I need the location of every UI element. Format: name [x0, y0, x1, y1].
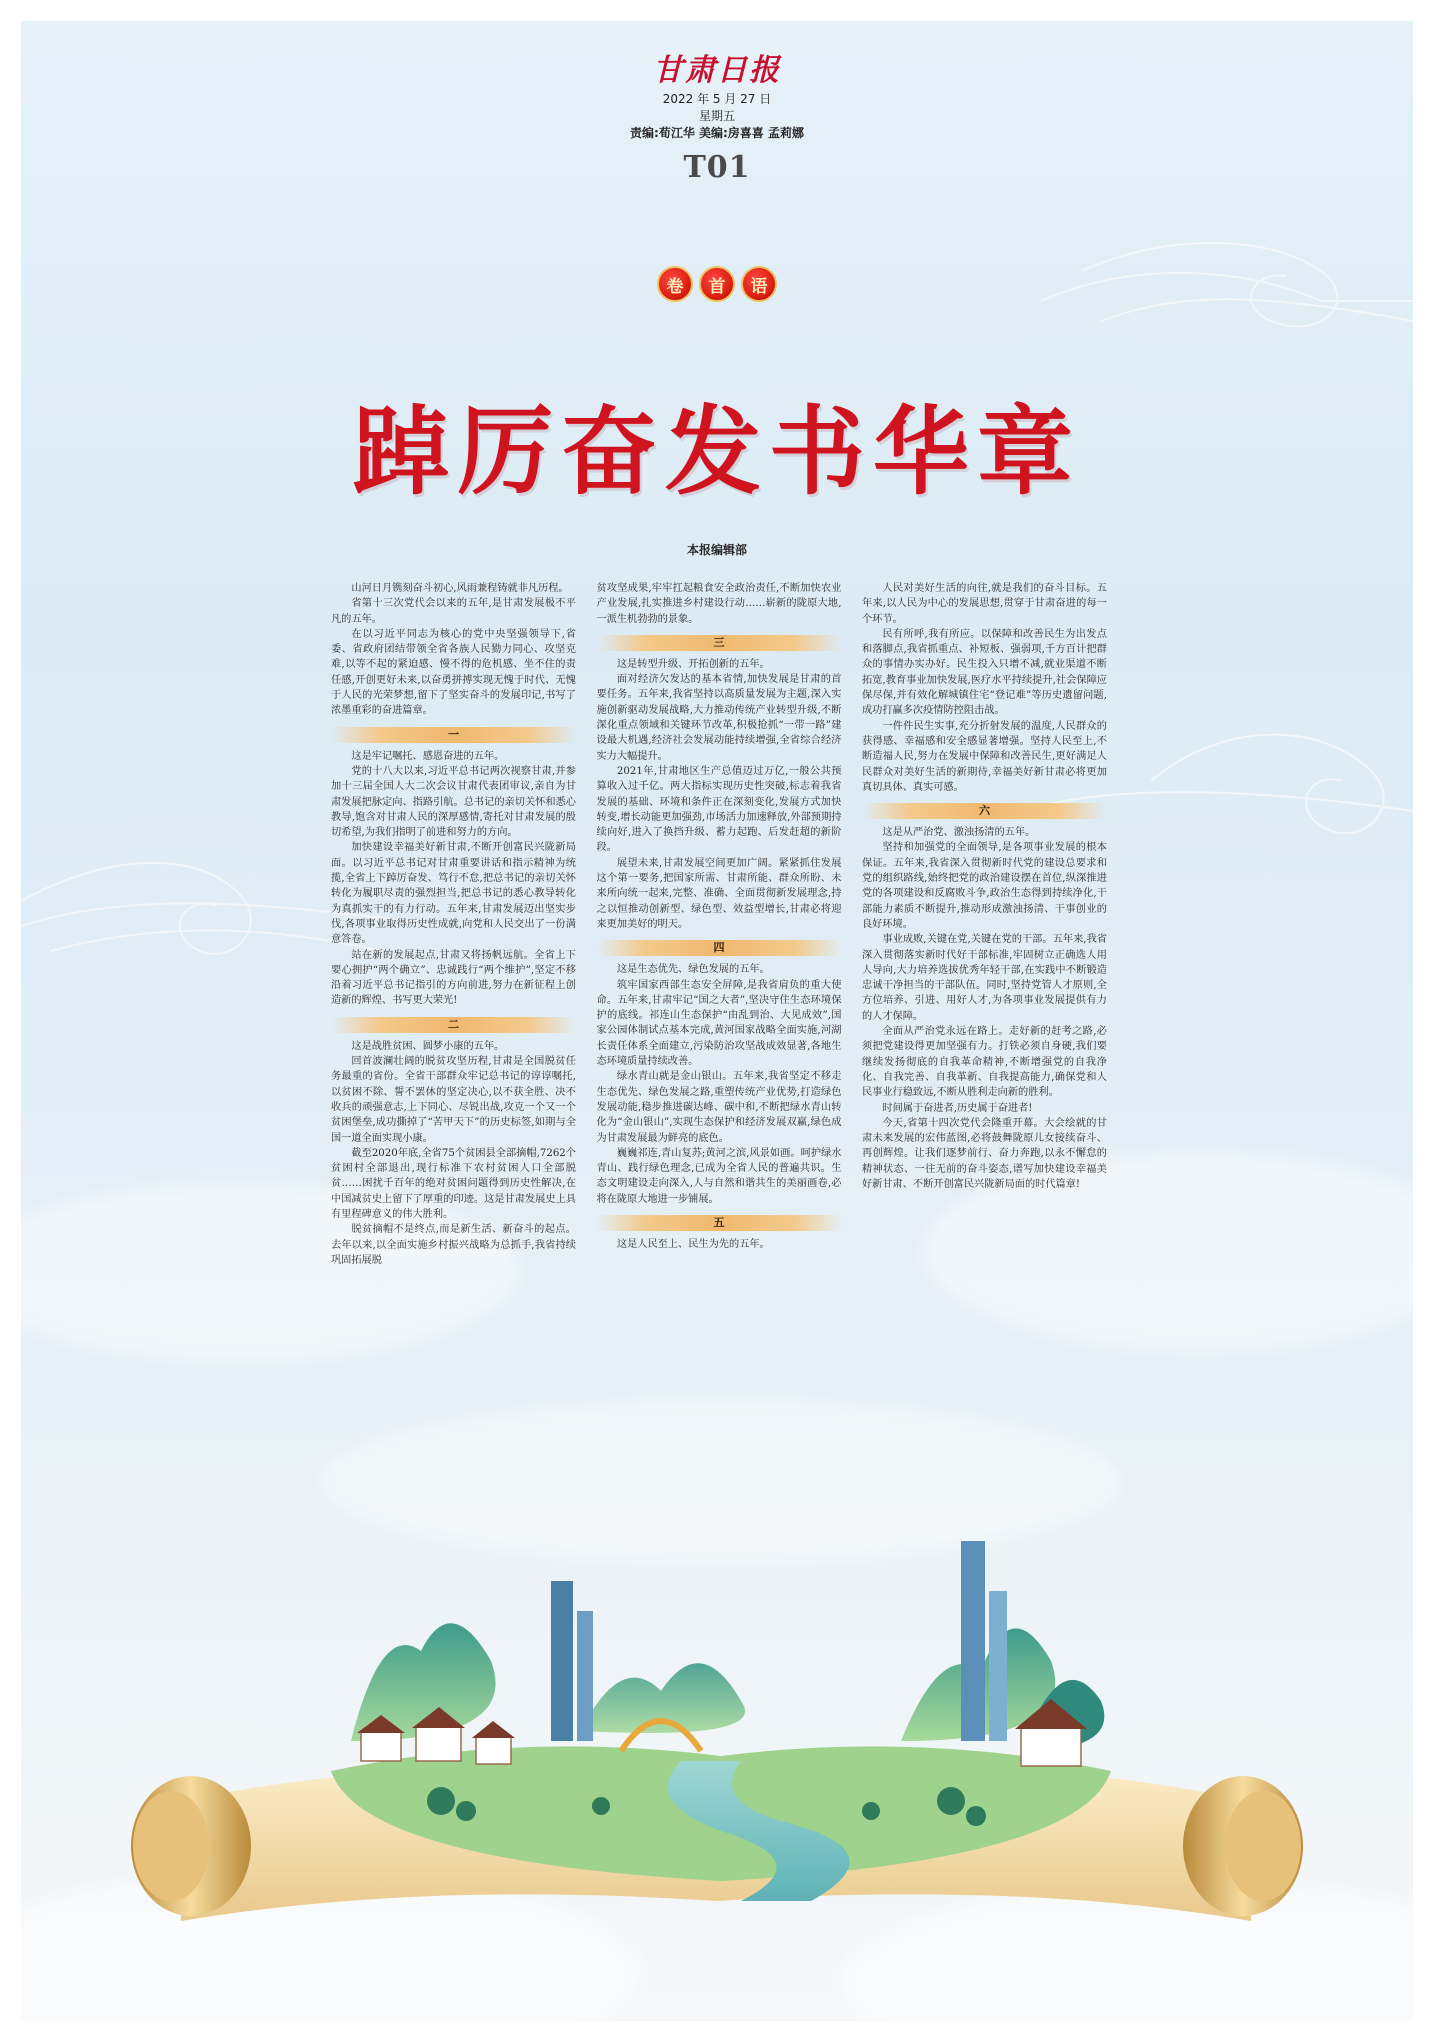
scroll-landscape-illustration: [21, 1501, 1413, 2021]
article-paragraph: 山河日月镌刻奋斗初心,风雨兼程铸就非凡历程。: [351, 583, 569, 594]
article-paragraph: 今天,省第十四次党代会隆重开幕。大会绘就的甘肃未来发展的宏伟蓝图,必将鼓舞陇原儿女接续奋斗、再创辉煌。让我们逐梦前行、奋力奔跑,以永不懈怠的精神状态、一往无前的奋斗姿态,谱写加快建设幸福美好新甘肃、不断开创富民兴陇新局面的时代篇章!: [862, 1117, 1107, 1190]
section-number: 一: [331, 727, 576, 743]
editor-credits-text: 责编:荀江华 美编:房喜喜 孟莉娜: [630, 126, 804, 140]
article-paragraph: 事业成败,关键在党,关键在党的干部。五年来,我省深入贯彻落实新时代好干部标准,牢固树立正确选人用人导向,大力培养选拔优秀年轻干部,在实践中不断锻造忠诚干净担当的干部队伍。同时,坚持党管人才原则,全方位培养、引进、用好人才,为各项事业发展提供有力的人才保障。: [862, 934, 1107, 1022]
article-paragraph: 展望未来,甘肃发展空间更加广阔。紧紧抓住发展这个第一要务,把国家所需、甘肃所能、群众所盼、未来所向统一起来,完整、准确、全面贯彻新发展理念,持之以恒推动创新型、绿色型、效益型增长,甘肃必将迎来更加美好的明天。: [596, 857, 842, 930]
article-paragraph: 脱贫摘帽不是终点,而是新生活、新奋斗的起点。去年以来,以全面实施乡村振兴战略为总抓手,我省持续巩固拓展脱: [331, 1224, 576, 1266]
article-paragraph: 这是人民至上、民生为先的五年。: [616, 1238, 770, 1250]
article-paragraph: 这是转型升级、开拓创新的五年。: [616, 658, 770, 670]
article-paragraph: 全面从严治党永远在路上。走好新的赶考之路,必须把党建设得更加坚强有力。打铁必须自身硬,我们要继续发扬彻底的自我革命精神,不断增强党的自我净化、自我完善、自我革新、自我提高能力,确保党和人民事业行稳致远,不断从胜利走向新的胜利。: [862, 1026, 1107, 1099]
section-number: 六: [862, 803, 1107, 819]
article-paragraph: 这是战胜贫困、圆梦小康的五年。: [351, 1040, 505, 1052]
byline: 本报编辑部: [686, 543, 747, 557]
article-paragraph: 人民对美好生活的向往,就是我们的奋斗目标。五年来,以人民为中心的发展思想,贯穿于甘肃奋进的每一个环节。: [862, 583, 1107, 625]
issue-weekday: 星期五: [698, 109, 735, 123]
newspaper-page: [21, 21, 1413, 2021]
article-paragraph: 坚持和加强党的全面领导,是各项事业发展的根本保证。五年来,我省深入贯彻新时代党的建设总要求和党的组织路线,始终把党的政治建设摆在首位,纵深推进党的各项建设和反腐败斗争,政治生态得到持续净化,干部能力素质不断提升,推动形成激浊扬清、干事创业的良好环境。: [862, 842, 1107, 930]
section-number: 二: [331, 1017, 576, 1033]
article-paragraph: 一件件民生实事,充分折射发展的温度,人民群众的获得感、幸福感和安全感显著增强。坚持人民至上,不断造福人民,努力在发展中保障和改善民生,更好满足人民群众对美好生活的新期待,幸福美好新甘肃必将更加真切具体、真实可感。: [862, 720, 1107, 793]
newspaper-logo: 甘肃日报: [653, 53, 781, 88]
section-number: 四: [597, 940, 842, 956]
article-paragraph: 这是牢记嘱托、感恩奋进的五年。: [351, 750, 505, 762]
section-number: 三: [597, 635, 842, 651]
article-paragraph: 2021年,甘肃地区生产总值迈过万亿,一般公共预算收入过千亿。两大指标实现历史性突破,标志着我省发展的基础、环境和条件正在深刻变化,发展方式加快转变,增长动能更加强劲,市场活力加速释放,外部预期持续向好,进入了换挡升级、蓄力起跑、后发赶超的新阶段。: [596, 765, 842, 854]
article-paragraph: 党的十八大以来,习近平总书记两次视察甘肃,并参加十三届全国人大二次会议甘肃代表团审议,亲自为甘肃发展把脉定向、指路引航。总书记的亲切关怀和悉心教导,饱含对甘肃人民的深厚感情,寄托对甘肃发展的殷切希望,为我们指明了前进和努力的方向。: [331, 765, 576, 839]
article-paragraph: 贫攻坚成果,牢牢扛起粮食安全政治责任,不断加快农业产业发展,扎实推进乡村建设行动……崭新的陇原大地,一派生机勃勃的景象。: [596, 583, 842, 625]
article-paragraph: 加快建设幸福美好新甘肃,不断开创富民兴陇新局面。以习近平总书记对甘肃重要讲话和指示精神为统揽,全省上下踔厉奋发、笃行不怠,把总书记的亲切关怀转化为履职尽责的强烈担当,把总书记的悉心教导转化为真抓实干的有力行动。五年来,甘肃发展迈出坚实步伐,各项事业取得历史性成就,向党和人民交出了一份满意答卷。: [331, 842, 576, 946]
article-paragraph: 民有所呼,我有所应。以保障和改善民生为出发点和落脚点,我省抓重点、补短板、强弱项,千方百计把群众的事情办实办好。民生投入只增不减,就业渠道不断拓宽,教育事业加快发展,医疗水平持续提升,社会保障应保尽保,并有效化解城镇住宅“登记难”等历史遗留问题,成功打赢多次疫情防控阻击战。: [862, 628, 1107, 717]
article-paragraph: 这是生态优先、绿色发展的五年。: [616, 964, 770, 976]
page-code: T01: [683, 150, 751, 185]
article-paragraph: 绿水青山就是金山银山。五年来,我省坚定不移走生态优先、绿色发展之路,重塑传统产业优势,打造绿色发展动能,稳步推进碳达峰、碳中和,不断把绿水青山转化为“金山银山”,实现生态保护和经济发展双赢,绿色成为甘肃发展最为鲜亮的底色。: [596, 1071, 842, 1144]
article-column-3: [862, 581, 1107, 1268]
badge-char: 首: [699, 266, 735, 302]
section-number: 五: [597, 1215, 842, 1231]
badge-char: 语: [741, 266, 777, 302]
article-column-2: [597, 581, 842, 1268]
article-paragraph: 时间属于奋进者,历史属于奋进者!: [882, 1102, 1033, 1114]
article-paragraph: 这是从严治党、激浊扬清的五年。: [882, 827, 1036, 839]
masthead: [21, 51, 1413, 185]
article-body: [331, 581, 1107, 1268]
article-paragraph: 截至2020年底,全省75个贫困县全部摘帽,7262个贫困村全部退出,现行标准下农村贫困人口全部脱贫……困扰千百年的绝对贫困问题得到历史性解决,在中国减贫史上留下了厚重的印迹。这是甘肃发展史上具有里程碑意义的伟大胜利。: [331, 1147, 576, 1220]
issue-date: 2022 年 5 月 27 日: [662, 92, 772, 106]
article-paragraph: 回首波澜壮阔的脱贫攻坚历程,甘肃是全国脱贫任务最重的省份。全省干部群众牢记总书记的谆谆嘱托,以贫困不除、誓不罢休的坚定决心,以不获全胜、决不收兵的顽强意志,上下同心、尽锐出战,攻克一个又一个贫困堡垒,成功撕掉了“苦甲天下”的历史标签,如期与全国一道全面实现小康。: [331, 1056, 576, 1144]
article-paragraph: 筑牢国家西部生态安全屏障,是我省肩负的重大使命。五年来,甘肃牢记“国之大者”,坚决守住生态环境保护的底线。祁连山生态保护“由乱到治、大见成效”,国家公园体制试点基本完成,黄河国家战略全面实施,河湖长责任体系全面建立,污染防治攻坚战成效显著,各地生态环境质量持续改善。: [596, 979, 842, 1068]
page-title: 踔厉奋发书华章: [353, 395, 1081, 508]
article-paragraph: 在以习近平同志为核心的党中央坚强领导下,省委、省政府团结带领全省各族人民勠力同心、攻坚克难,以等不起的紧迫感、慢不得的危机感、坐不住的责任感,开创更好未来,以奋勇拼搏实现无愧于时代、无愧于人民的光荣梦想,留下了坚实奋斗的发展印记,书写了浓墨重彩的奋进篇章。: [331, 628, 576, 717]
column-badge: [21, 266, 1413, 302]
article-paragraph: 面对经济欠发达的基本省情,加快发展是甘肃的首要任务。五年来,我省坚持以高质量发展为主题,深入实施创新驱动发展战略,大力推动传统产业转型升级,不断深化重点领域和关键环节改革,积极抢抓“一带一路”建设最大机遇,经济社会发展动能持续增强,全省综合经济实力大幅提升。: [596, 674, 842, 762]
editor-credits: [21, 125, 1413, 142]
badge-char: 卷: [657, 266, 693, 302]
article-paragraph: 省第十三次党代会以来的五年,是甘肃发展极不平凡的五年。: [331, 598, 576, 625]
article-paragraph: 巍巍祁连,青山复苏;黄河之滨,风景如画。呵护绿水青山、践行绿色理念,已成为全省人民的普遍共识。生态文明建设走向深入,人与自然和谐共生的美丽画卷,必将在陇原大地进一步铺展。: [596, 1147, 842, 1205]
article-column-1: [331, 581, 576, 1268]
article-paragraph: 站在新的发展起点,甘肃又将扬帆远航。全省上下要心拥护“两个确立”、忠诚践行“两个维护”,坚定不移沿着习近平总书记指引的方向前进,努力在新征程上创造新的辉煌、书写更大荣光!: [331, 949, 576, 1007]
